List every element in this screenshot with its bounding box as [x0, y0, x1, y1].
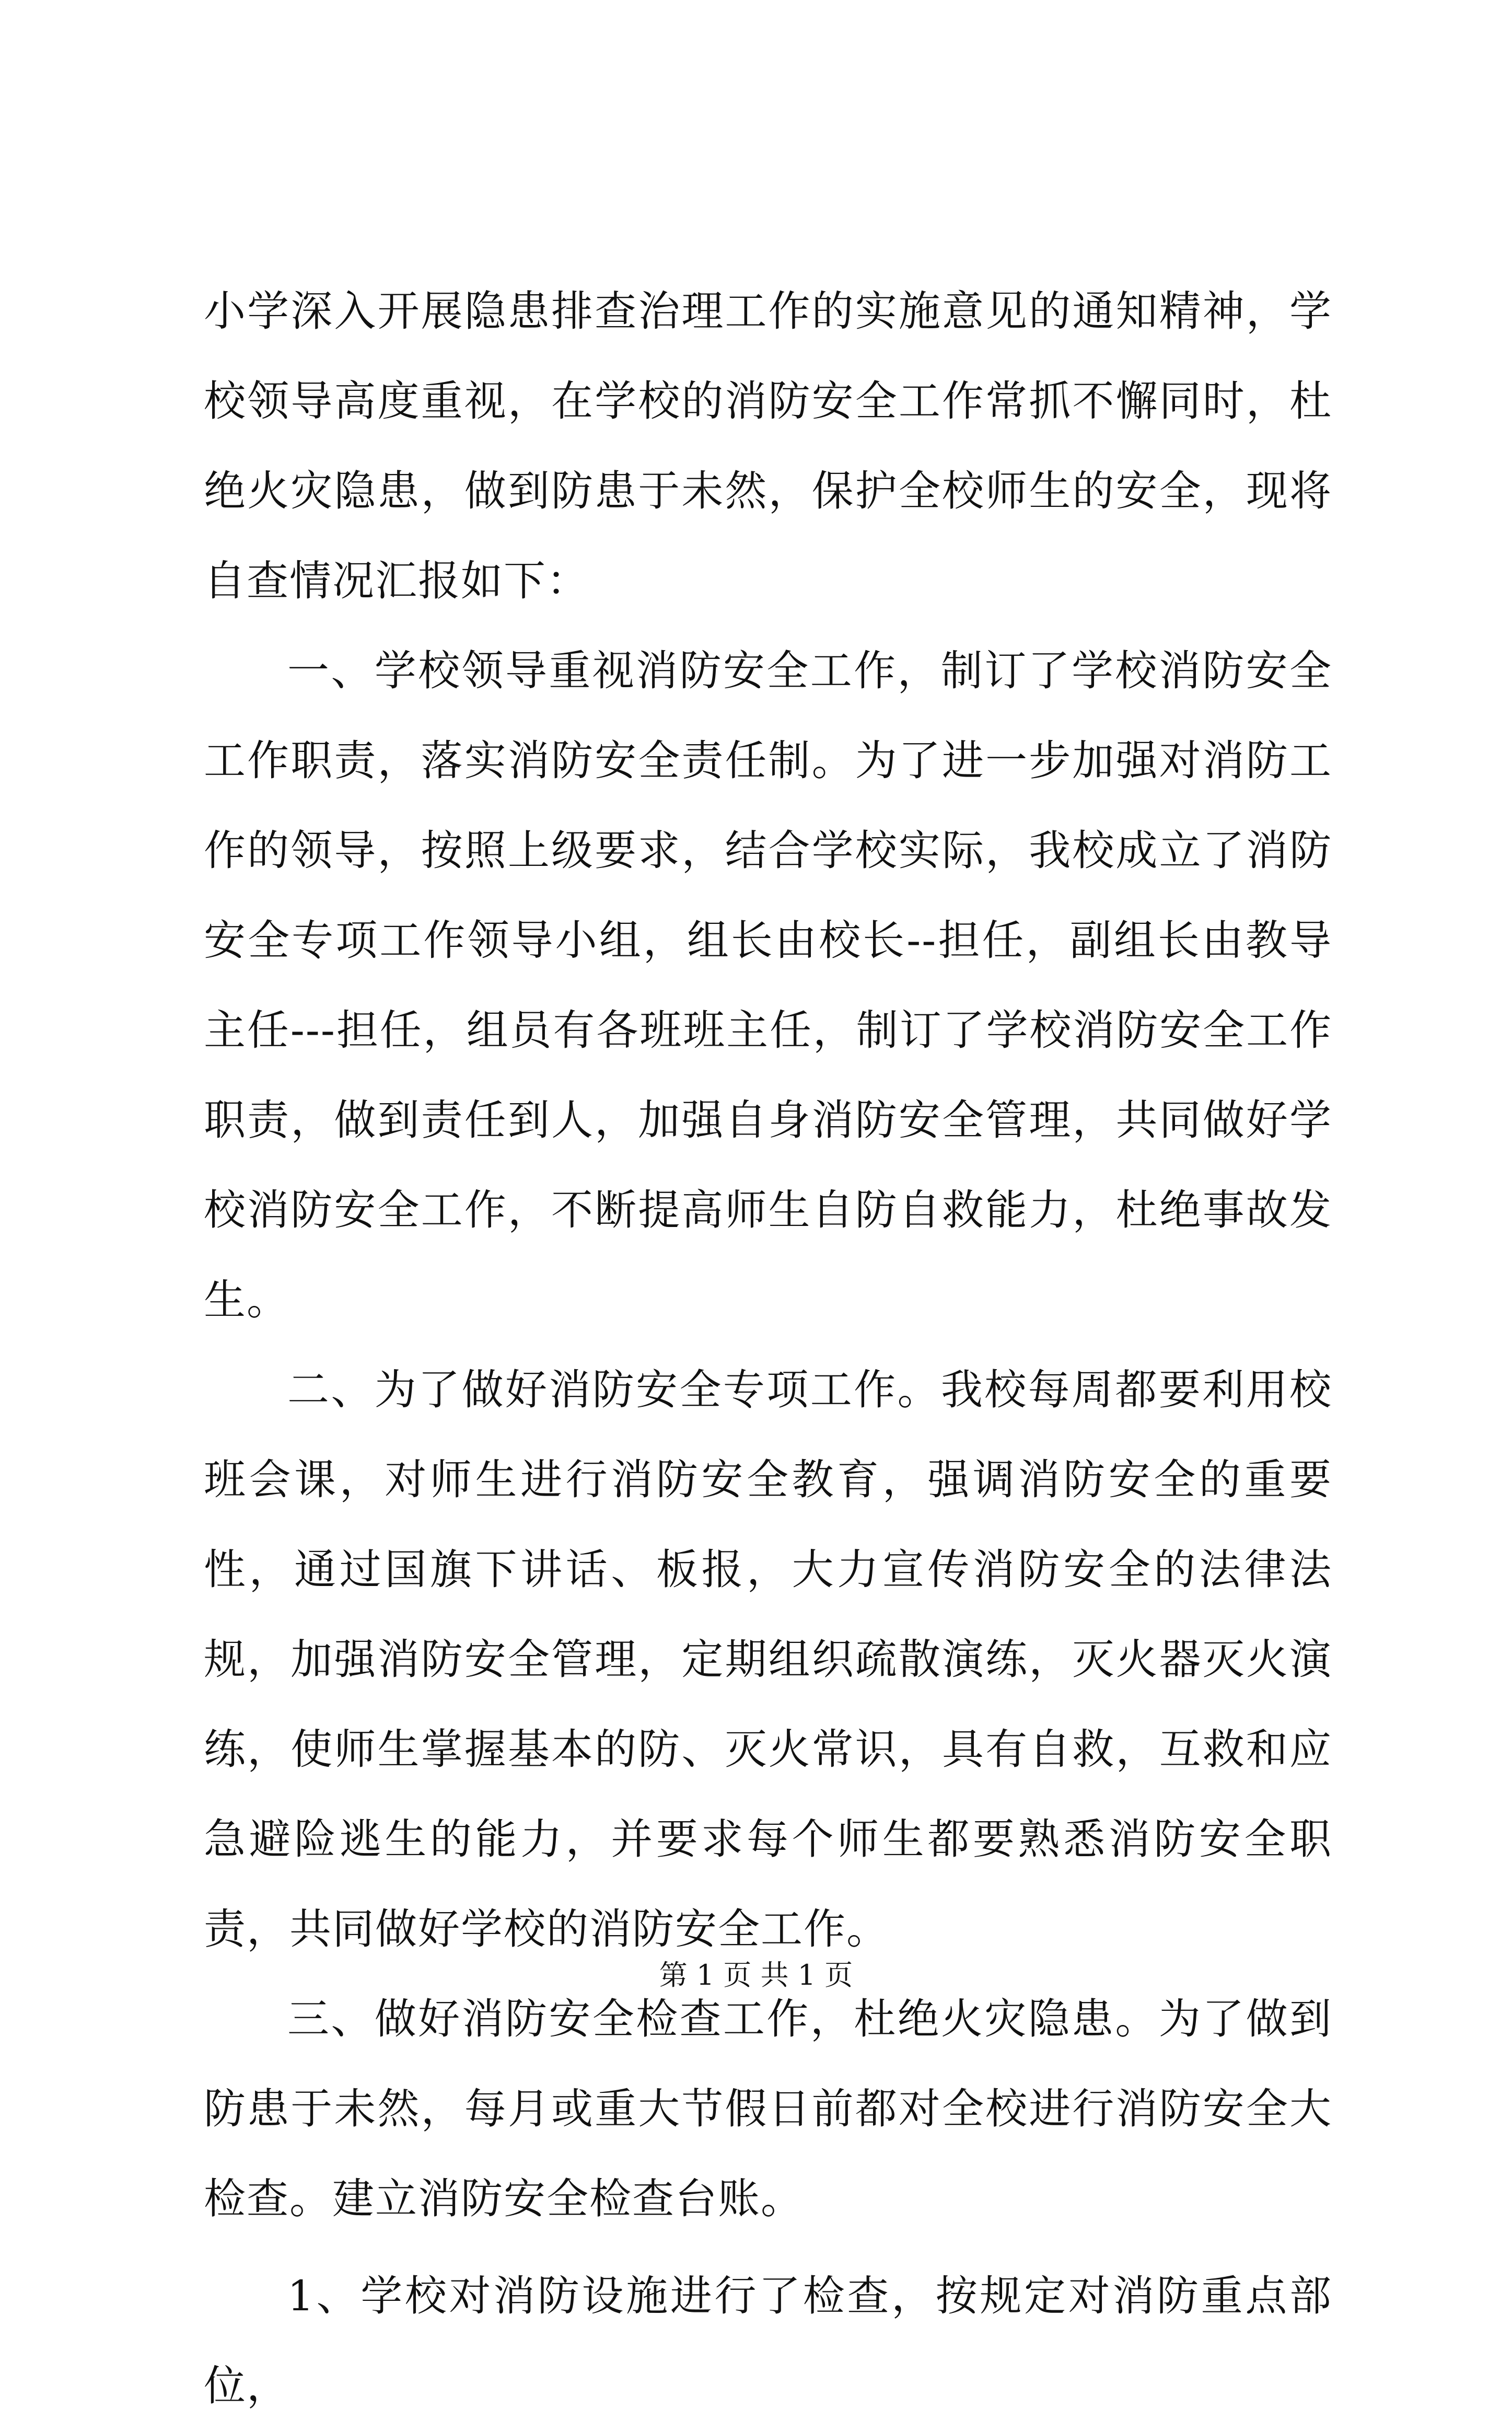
paragraph-section-three: 三、做好消防安全检查工作，杜绝火灾隐患。为了做到防患于未然，每月或重大节假日前都对全校进行消防安全大检查。建立消防安全检查台账。: [204, 1995, 1332, 2223]
paragraph-intro: 小学深入开展隐患排查治理工作的实施意见的通知精神，学校领导高度重视，在学校的消防安全工作常抓不懈同时，杜绝火灾隐患，做到防患于未然，保护全校师生的安全，现将自查情况汇报如下：: [204, 287, 1332, 605]
paragraph-item-one: 1、学校对消防设施进行了检查，按规定对消防重点部位，: [204, 2272, 1332, 2410]
paragraph-section-two: 二、为了做好消防安全专项工作。我校每周都要利用校班会课，对师生进行消防安全教育，强调消防安全的重要性，通过国旗下讲话、板报，大力宣传消防安全的法律法规，加强消防安全管理，定期组织疏散演练，灭火器灭火演练，使师生掌握基本的防、灭火常识，具有自救，互救和应急避险逃生的能力，并要求每个师生都要熟悉消防安全职责，共同做好学校的消防安全工作。: [204, 1365, 1332, 1953]
document-body: [204, 267, 1332, 2431]
page-footer: 第 1 页 共 1 页: [659, 1959, 853, 1992]
paragraph-section-one: 一、学校领导重视消防安全工作，制订了学校消防安全工作职责，落实消防安全责任制。为了进一步加强对消防工作的领导，按照上级要求，结合学校实际，我校成立了消防安全专项工作领导小组，组长由校长--担任，副组长由教导主任---担任，组员有各班班主任，制订了学校消防安全工作职责，做到责任到人，加强自身消防安全管理，共同做好学校消防安全工作，不断提高师生自防自救能力，杜绝事故发生。: [204, 646, 1332, 1324]
